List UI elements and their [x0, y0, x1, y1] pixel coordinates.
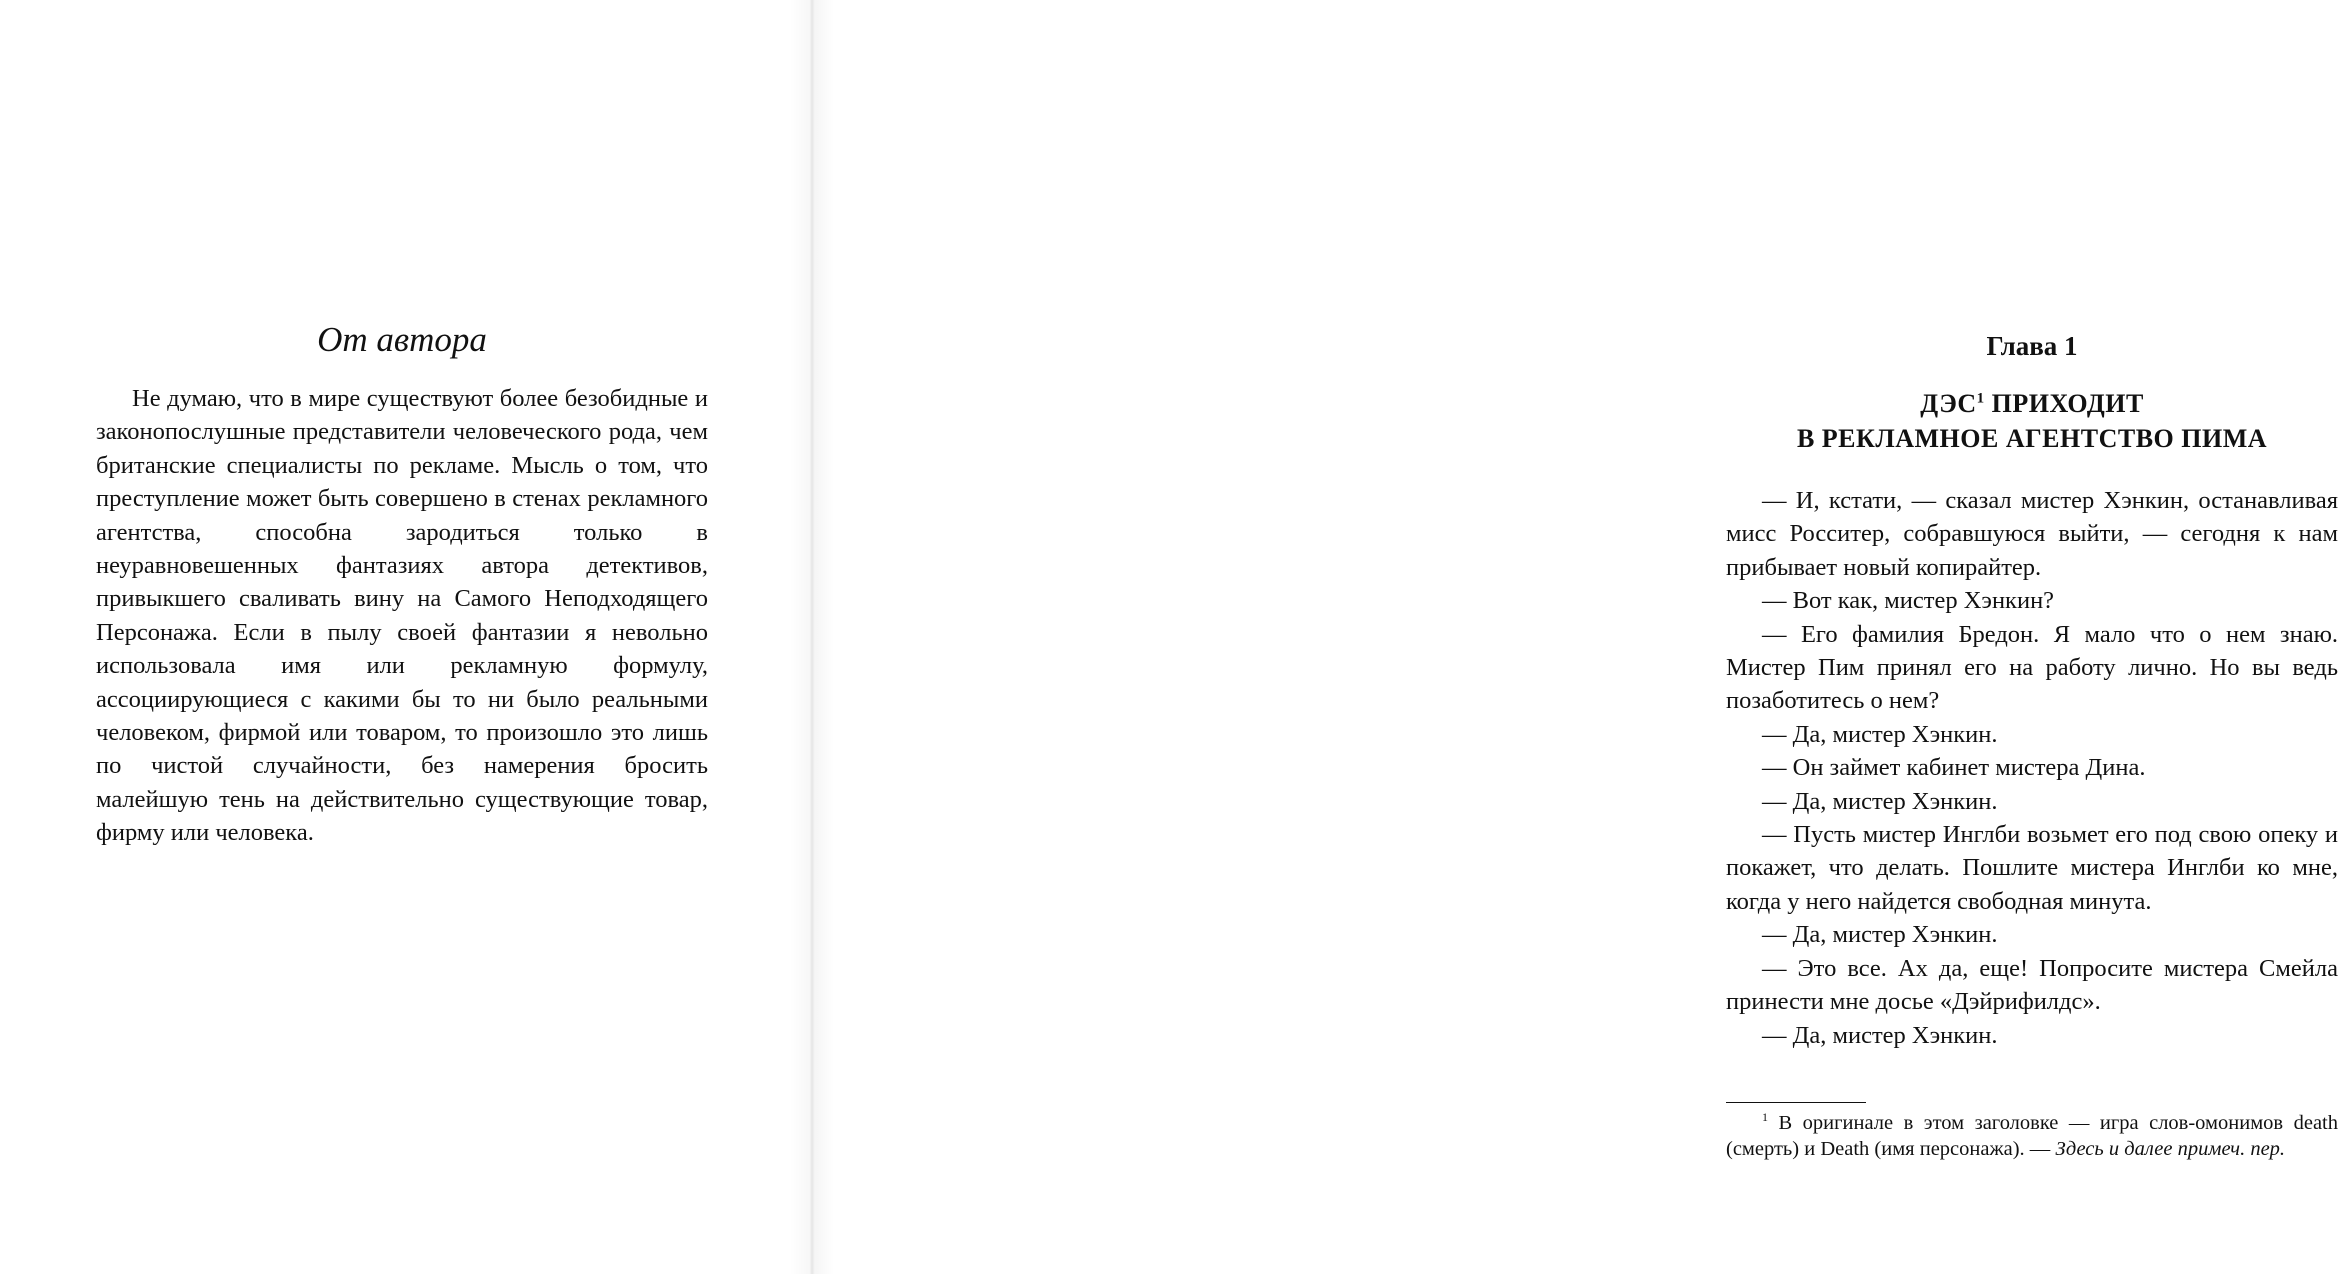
author-note-paragraph: Не думаю, что в мире существуют более безобидные и законопослушные представители человеческого рода, чем британские специалисты по рекламе. Мысль о том, что преступление может быть совершено в стенах рекламного агентства, способна зародиться только в неуравновешенных фантазиях автора детективов, привыкшего сваливать вину на Самого Неподходящего Персонажа. Если в пылу своей фантазии я невольно использовала имя или рекламную формулу, ассоциирующиеся с какими бы то ни было реальными человеком, фирмой или товаром, то произошло это лишь по чистой случайности, без намерения бросить малейшую тень на действительно существующие товар, фирму или человека.	[96, 385, 708, 847]
dialogue-line: — Вот как, мистер Хэнкин?	[1762, 587, 2055, 615]
dialogue-line: — Да, мистер Хэнкин.	[1762, 787, 1998, 815]
dialogue-line: — Его фамилия Бредон. Я мало что о нем знаю. Мистер Пим принял его на работу лично. Но вы ведь позаботитесь о нем?	[1726, 620, 2338, 715]
footnote	[1726, 1110, 2338, 1162]
section-title: От автора	[317, 320, 487, 359]
dialogue-line: — Это все. Ах да, еще! Попросите мистера Смейла принести мне досье «Дэйрифилдс».	[1726, 954, 2338, 1016]
chapter-text	[1726, 484, 2338, 1052]
dialogue-line: — Да, мистер Хэнкин.	[1762, 921, 1998, 949]
chapter-number: Глава 1	[1986, 331, 2078, 361]
dialogue-line: — Да, мистер Хэнкин.	[1762, 1021, 1998, 1049]
chapter-title-word: ДЭС	[1920, 389, 1977, 418]
chapter-title	[1726, 386, 2338, 456]
dialogue-line: — И, кстати, — сказал мистер Хэнкин, останавливая мисс Росситер, собравшуюся выйти, — сегодня к нам прибывает новый копирайтер.	[1726, 487, 2338, 581]
footnote-italic-text: Здесь и далее примеч. пер.	[2055, 1138, 2286, 1160]
footnote-mark: 1	[1762, 1110, 1768, 1125]
footnote-reference: 1	[1976, 390, 1985, 407]
dialogue-line: — Он займет кабинет мистера Дина.	[1762, 754, 2146, 782]
footnote-text: В оригинале в этом заголовке — игра слов-омонимов death (смерть) и Death (имя персонажа). —	[1726, 1112, 2338, 1160]
footnote-divider	[1726, 1102, 1866, 1103]
chapter-title-word: ПРИХОДИТ	[1991, 389, 2144, 418]
left-page	[0, 0, 812, 1274]
dialogue-line: — Пусть мистер Инглби возьмет его под свою опеку и покажет, что делать. Пошлите мистера Инглби ко мне, когда у него найдется свободная минута.	[1726, 821, 2338, 915]
dialogue-line: — Да, мистер Хэнкин.	[1762, 720, 1998, 748]
chapter-title-line-2: В РЕКЛАМНОЕ АГЕНТСТВО ПИМА	[1796, 424, 2268, 453]
right-page	[812, 0, 2338, 1274]
